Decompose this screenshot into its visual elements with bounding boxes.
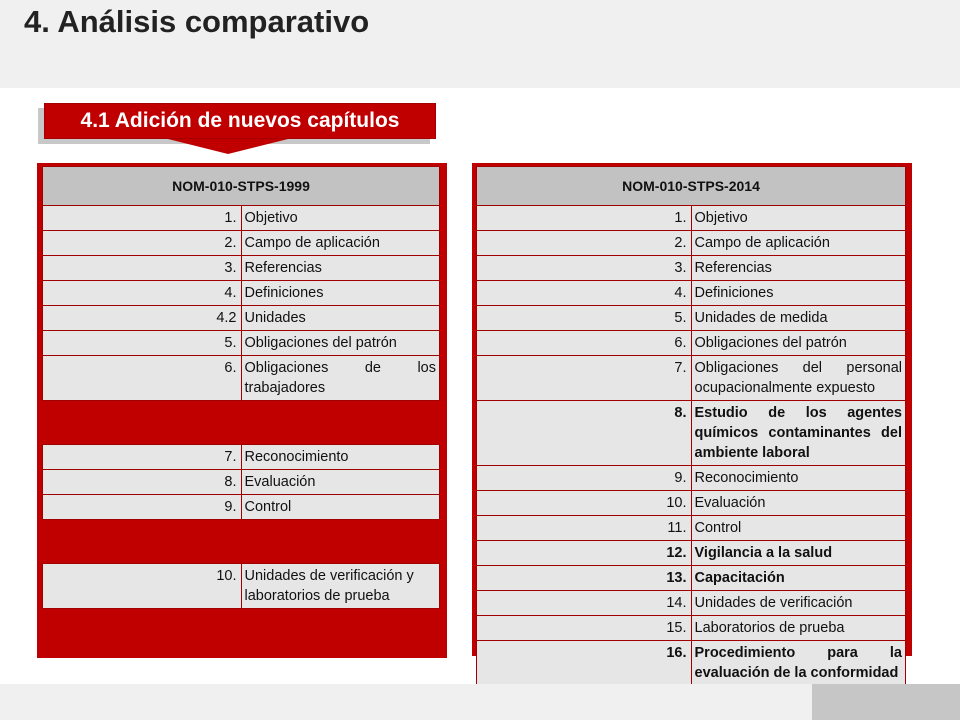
row-number: 15. <box>477 616 692 641</box>
row-number: 10. <box>477 491 692 516</box>
table-row <box>477 356 906 401</box>
row-number: 9. <box>43 495 242 520</box>
row-chapter: Unidades de medida <box>691 306 906 331</box>
row-chapter: Procedimiento para la evaluación de la conformidad <box>691 641 906 686</box>
table-row <box>477 591 906 616</box>
row-number: 7. <box>477 356 692 401</box>
footer-band <box>0 684 812 720</box>
table-row <box>477 491 906 516</box>
table-header-row <box>477 167 906 206</box>
row-number: 3. <box>477 256 692 281</box>
table-panel-2014 <box>472 163 912 681</box>
table-row-new <box>477 566 906 591</box>
row-chapter: Reconocimiento <box>241 445 440 470</box>
row-chapter: Obligaciones de los trabajadores <box>241 356 440 401</box>
row-number: 16. <box>477 641 692 686</box>
row-chapter: Evaluación <box>691 491 906 516</box>
comparison-table-1999 <box>42 166 440 609</box>
row-chapter: Control <box>691 516 906 541</box>
row-chapter: Unidades <box>241 306 440 331</box>
comparison-table-2014 <box>476 166 906 711</box>
table-row <box>477 281 906 306</box>
table-row <box>43 564 440 609</box>
table-row <box>43 231 440 256</box>
row-number: 12. <box>477 541 692 566</box>
row-chapter: Unidades de verificación y laboratorios de prueba <box>241 564 440 609</box>
row-chapter: Evaluación <box>241 470 440 495</box>
table-row <box>477 306 906 331</box>
row-number: 9. <box>477 466 692 491</box>
row-number: 5. <box>43 331 242 356</box>
table-row-new <box>477 541 906 566</box>
row-number: 1. <box>43 206 242 231</box>
row-chapter: Campo de aplicación <box>241 231 440 256</box>
row-number: 4. <box>477 281 692 306</box>
table-row <box>43 356 440 401</box>
row-chapter: Referencias <box>691 256 906 281</box>
row-number: 2. <box>477 231 692 256</box>
row-chapter: Obligaciones del patrón <box>691 331 906 356</box>
banner-pointer <box>168 139 288 154</box>
row-chapter: Objetivo <box>691 206 906 231</box>
row-number: 4.2 <box>43 306 242 331</box>
row-chapter: Estudio de los agentes químicos contaminantes del ambiente laboral <box>691 401 906 466</box>
row-chapter: Obligaciones del personal ocupacionalmente expuesto <box>691 356 906 401</box>
table-row <box>43 256 440 281</box>
table-row <box>477 466 906 491</box>
table-row <box>43 470 440 495</box>
table-row <box>477 616 906 641</box>
table-row <box>477 331 906 356</box>
table-gap-row <box>43 401 440 445</box>
table-row <box>477 231 906 256</box>
table-header: NOM-010-STPS-1999 <box>43 167 440 206</box>
row-number: 1. <box>477 206 692 231</box>
slide-title: 4. Análisis comparativo <box>24 4 370 39</box>
row-number: 8. <box>43 470 242 495</box>
row-number: 6. <box>477 331 692 356</box>
row-number: 11. <box>477 516 692 541</box>
row-number: 2. <box>43 231 242 256</box>
row-chapter: Control <box>241 495 440 520</box>
row-chapter: Definiciones <box>691 281 906 306</box>
row-number: 5. <box>477 306 692 331</box>
row-chapter: Unidades de verificación <box>691 591 906 616</box>
table-gap-row <box>43 520 440 564</box>
row-number: 3. <box>43 256 242 281</box>
row-chapter: Obligaciones del patrón <box>241 331 440 356</box>
empty-gap <box>43 520 440 564</box>
table-row <box>43 281 440 306</box>
table-panel-1999 <box>37 163 447 658</box>
table-header-row <box>43 167 440 206</box>
row-number: 10. <box>43 564 242 609</box>
table-row <box>43 331 440 356</box>
table-row <box>43 445 440 470</box>
table-row <box>43 495 440 520</box>
row-number: 7. <box>43 445 242 470</box>
row-chapter: Objetivo <box>241 206 440 231</box>
row-chapter: Capacitación <box>691 566 906 591</box>
row-chapter: Reconocimiento <box>691 466 906 491</box>
row-number: 8. <box>477 401 692 466</box>
row-chapter: Campo de aplicación <box>691 231 906 256</box>
row-chapter: Laboratorios de prueba <box>691 616 906 641</box>
table-row <box>477 206 906 231</box>
row-chapter: Definiciones <box>241 281 440 306</box>
row-chapter: Vigilancia a la salud <box>691 541 906 566</box>
table-row-new <box>477 641 906 686</box>
row-number: 14. <box>477 591 692 616</box>
empty-gap <box>43 401 440 445</box>
table-header: NOM-010-STPS-2014 <box>477 167 906 206</box>
table-row-new <box>477 401 906 466</box>
row-chapter: Referencias <box>241 256 440 281</box>
table-row <box>43 306 440 331</box>
table-row <box>43 206 440 231</box>
section-banner: 4.1 Adición de nuevos capítulos <box>44 103 436 139</box>
table-row <box>477 516 906 541</box>
row-number: 13. <box>477 566 692 591</box>
row-number: 6. <box>43 356 242 401</box>
footer-accent <box>812 684 960 720</box>
table-row <box>477 256 906 281</box>
row-number: 4. <box>43 281 242 306</box>
